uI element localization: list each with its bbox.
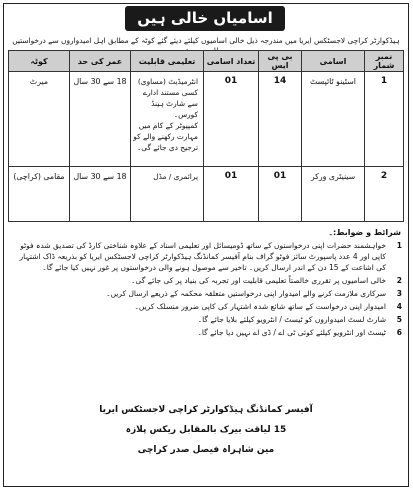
condition-number: 3 <box>396 289 402 298</box>
condition-number: 1 <box>396 241 402 250</box>
bps-cell: 14 <box>259 72 302 167</box>
table-header-row <box>9 51 404 72</box>
age-cell: 18 سے 30 سال <box>70 166 131 221</box>
address-line: آفیسر کمانڈنگ ہیڈکوارٹر کراچی لاجسٹکس ایریا <box>99 405 313 415</box>
qualification-cell <box>131 72 204 167</box>
quota-cell: مقامی (کراچی) <box>9 166 70 221</box>
table-row <box>9 72 404 167</box>
condition-text: شارٹ لسٹ امیدواروں کو ٹیسٹ / انٹرویو کیلئے بلایا جائے گا۔ <box>197 315 386 324</box>
vacancies-table <box>8 50 404 222</box>
bps-cell: 01 <box>259 166 302 221</box>
intro-text: ہیڈکوارٹر کراچی لاجسٹکس ایریا میں مندرجہ ذیل خالی اسامیوں کیلئے دیئے گئے کوٹہ کے مطابق اہل امیدواروں سے درخواستیں <box>12 36 400 45</box>
conditions-list <box>8 240 404 340</box>
qualification-line: کسی مستند ادارے سے شارٹ ہینڈ کورس۔ <box>142 88 198 119</box>
condition-number: 5 <box>396 315 402 324</box>
header-post: اسامی <box>302 51 365 72</box>
qualification-line: انٹرمیڈیٹ (مساوی) <box>137 77 198 86</box>
list-item <box>8 240 404 273</box>
header-age: عمر کی حد <box>70 51 131 72</box>
condition-text: خواہشمند حضرات اپنی درخواستوں کے ساتھ ڈومیسائل اور تعلیمی اسناد کے علاوہ شناختی کارڈ کی تصدیق شدہ فوٹو کاپی اور 4 عدد پاسپورٹ سائز فوٹو گراف بنام آفیسر کمانڈنگ ہیڈکوارٹر کراچی لاجسٹکس ایریا کو بذریعہ ڈاک اشتہار کی اشاعت کے 15 دن کے اندر ارسال کریں۔ تاخیر سے موصول ہونے والی درخواستوں پر غور نہیں کیا جائے گا۔ <box>19 241 386 272</box>
list-item <box>8 301 404 312</box>
qualification-line: کمپیوٹر کے کام میں مہارت رکھنے والے کو <box>133 121 198 141</box>
condition-number: 4 <box>396 302 402 311</box>
list-item <box>8 288 404 299</box>
condition-text: سرکاری ملازمت کرنے والے امیدوار اپنی درخواستیں متعلقہ محکمہ کے ذریعے ارسال کریں۔ <box>106 289 386 298</box>
post-cell: اسٹینو ٹائپسٹ <box>302 72 365 167</box>
post-cell: سینیٹری ورکر <box>302 166 365 221</box>
list-item <box>8 275 404 286</box>
conditions-title: شرائط و ضوابط:۔ <box>328 228 401 237</box>
table-row <box>9 166 404 221</box>
header-bps: بی پی ایس <box>259 51 302 72</box>
condition-text: خالی اسامیوں پر تقرری خالصتاً تعلیمی قابلیت اور تجربہ کی بنیاد پر کی جائے گی۔ <box>131 276 386 285</box>
count-cell: 01 <box>204 72 259 167</box>
address-line: 15 لیاقت بیرک بالمقابل ریکس پلازہ <box>125 425 287 435</box>
condition-text: امیدوار اپنی درخواست کے ساتھ شائع شدہ اشتہار کی کاپی ضرور منسلک کریں۔ <box>134 302 386 311</box>
condition-number: 6 <box>396 328 402 337</box>
quota-cell: میرٹ <box>9 72 70 167</box>
age-cell: 18 سے 30 سال <box>70 72 131 167</box>
condition-number: 2 <box>396 276 402 285</box>
list-item <box>8 314 404 325</box>
qualification-line: ترجیح دی جائے گی۔ <box>136 143 198 152</box>
condition-text: ٹیسٹ اور انٹرویو کیلئے کوئی ٹی اے / ڈی اے نہیں دیا جائے گا۔ <box>197 328 386 337</box>
header-count: تعداد اسامی <box>204 51 259 72</box>
qualification-line: پرائمری / مڈل <box>153 171 198 181</box>
list-item <box>8 327 404 338</box>
address-block <box>8 400 404 460</box>
header-qualification: تعلیمی قابلیت <box>131 51 204 72</box>
count-cell: 01 <box>204 166 259 221</box>
serial-cell: 1 <box>365 72 404 167</box>
qualification-cell <box>131 166 204 221</box>
heading-banner: اسامیاں خالی ہیں <box>125 6 285 31</box>
header-serial: نمبر شمار <box>365 51 404 72</box>
header-quota: کوٹہ <box>9 51 70 72</box>
address-line: مین شاہراہ فیصل صدر کراچی <box>137 445 275 455</box>
serial-cell: 2 <box>365 166 404 221</box>
